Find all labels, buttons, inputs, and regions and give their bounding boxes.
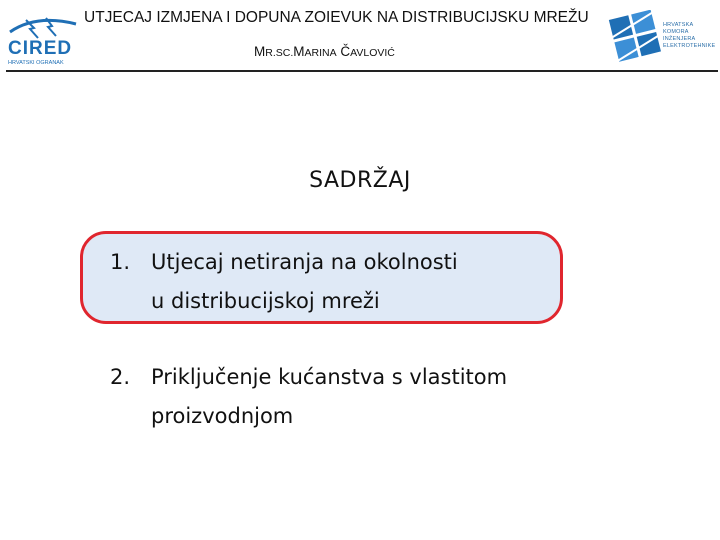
cired-logo-subtext: HRVATSKI OGRANAK (8, 60, 64, 66)
slide-header (0, 0, 720, 72)
presentation-title: UTJECAJ IZMJENA I DOPUNA ZOIEVUK NA DISTRIBUCIJSKU MREŽU (84, 9, 589, 26)
header-divider (6, 70, 718, 72)
author-name: MR.SC.MARINA ČAVLOVIĆ (254, 44, 395, 59)
agenda-item-2 (110, 358, 630, 438)
item-number: 1. (110, 250, 131, 274)
item-number: 2. (110, 365, 131, 389)
item-line: u distribucijskoj mreži (151, 289, 380, 313)
hk-ee-logo-text: HRVATSKA KOMORA INŽENJERA ELEKTROTEHNIKE (663, 22, 716, 49)
item-line: Priključenje kućanstva s vlastitom (151, 365, 508, 389)
cired-logo-text: CIRED (8, 38, 73, 59)
item-line: Utjecaj netiranja na okolnosti (151, 250, 458, 274)
section-title: SADRŽAJ (309, 168, 411, 193)
agenda-item-1 (110, 243, 570, 323)
cired-logo (6, 12, 80, 66)
item-line: proizvodnjom (151, 404, 294, 428)
hk-ee-logo (608, 10, 664, 66)
